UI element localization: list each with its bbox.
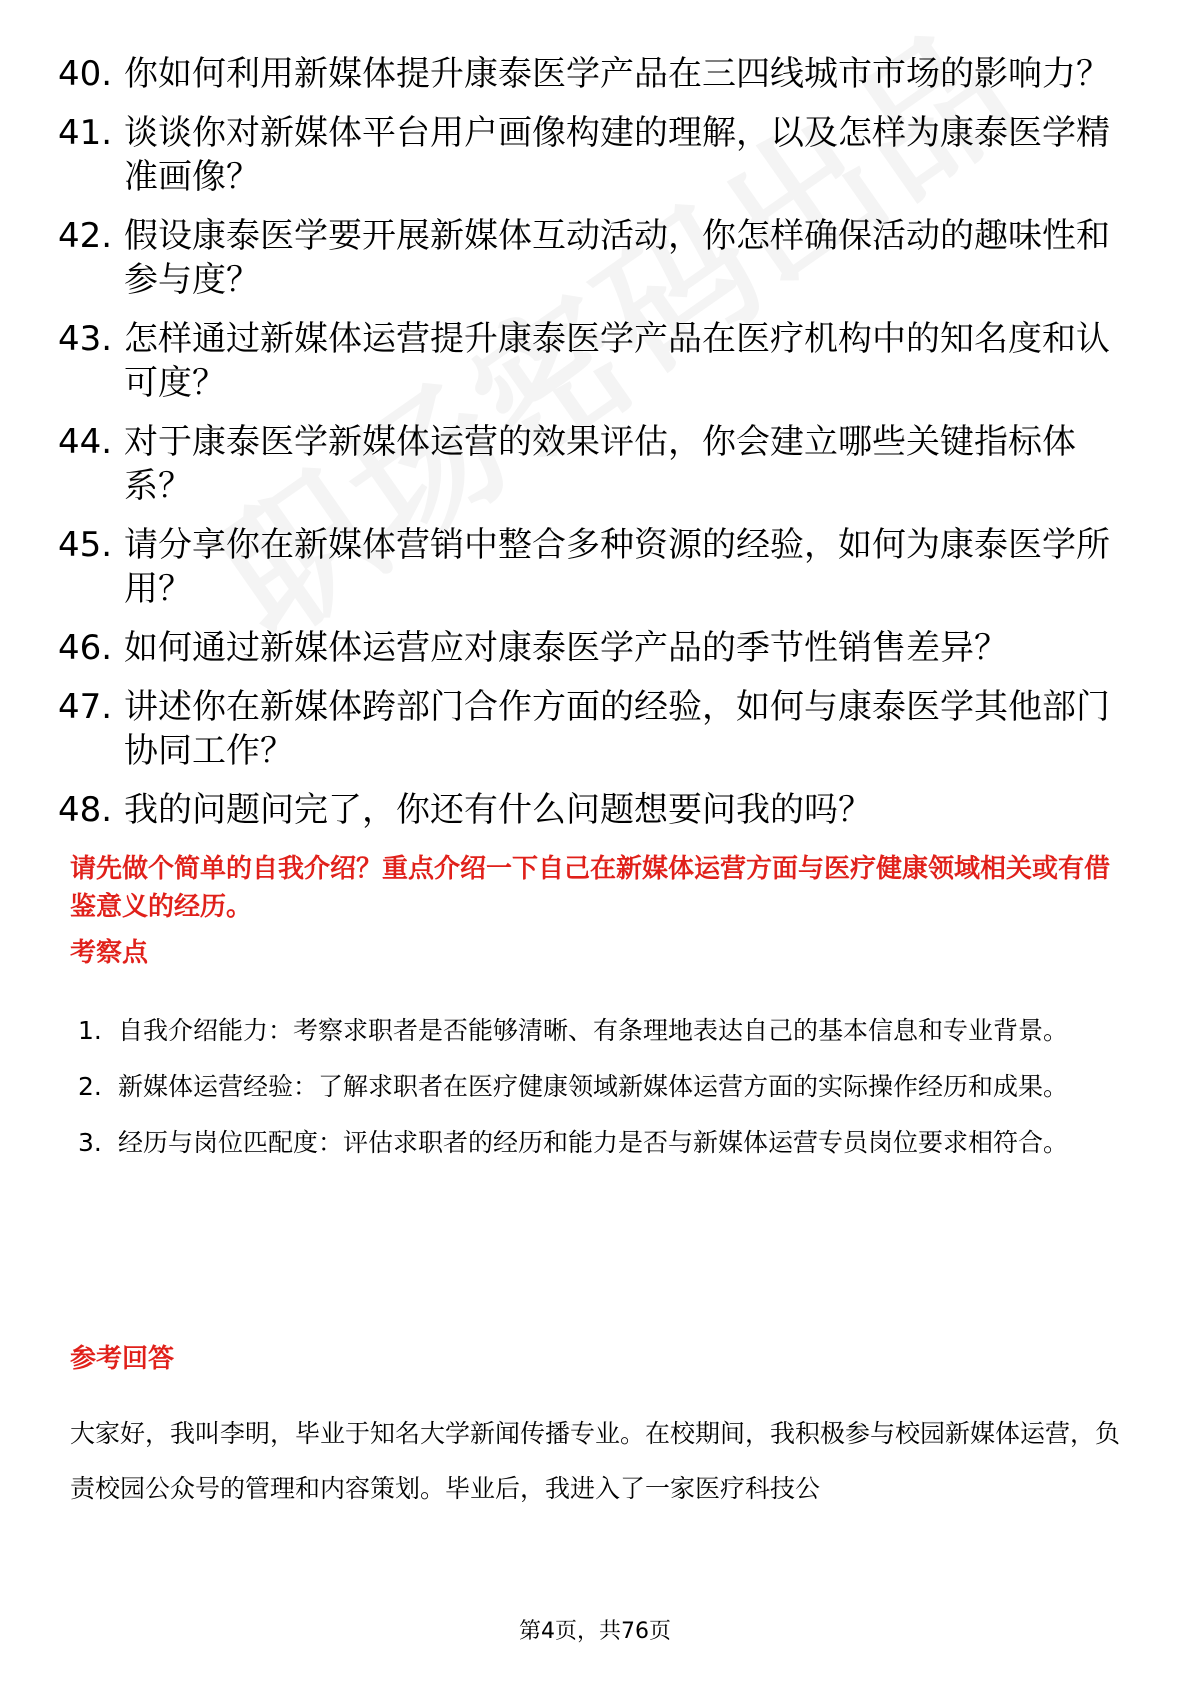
question-number: 47. xyxy=(58,687,113,727)
question-item xyxy=(58,52,1133,96)
assessment-text: 自我介绍能力：考察求职者是否能够清晰、有条理地表达自己的基本信息和专业背景。 xyxy=(118,1016,1069,1045)
assessment-item xyxy=(78,1005,1133,1057)
highlight-question: 请先做个简单的自我介绍？重点介绍一下自己在新媒体运营方面与医疗健康领域相关或有借鉴意义的经历。 xyxy=(70,854,1111,922)
question-number: 43. xyxy=(58,319,113,359)
question-number: 41. xyxy=(58,113,113,153)
assessment-text: 经历与岗位匹配度：评估求职者的经历和能力是否与新媒体运营专员岗位要求相符合。 xyxy=(118,1128,1069,1157)
question-item xyxy=(58,317,1133,405)
reference-answer: 大家好，我叫李明，毕业于知名大学新闻传播专业。在校期间，我积极参与校园新媒体运营，负责校园公众号的管理和内容策划。毕业后，我进入了一家医疗科技公 xyxy=(70,1419,1121,1503)
assessment-heading: 考察点 xyxy=(70,938,149,968)
question-text: 假设康泰医学要开展新媒体互动活动，你怎样确保活动的趣味性和参与度？ xyxy=(124,216,1110,300)
assessment-number: 1. xyxy=(78,1016,102,1045)
question-item xyxy=(58,420,1133,508)
question-item xyxy=(58,214,1133,302)
page-number: 第4页，共76页 xyxy=(519,1619,671,1644)
question-text: 如何通过新媒体运营应对康泰医学产品的季节性销售差异？ xyxy=(124,628,1008,668)
question-text: 讲述你在新媒体跨部门合作方面的经验，如何与康泰医学其他部门协同工作？ xyxy=(124,687,1110,771)
question-text: 谈谈你对新媒体平台用户画像构建的理解，以及怎样为康泰医学精准画像？ xyxy=(124,113,1110,197)
question-text: 怎样通过新媒体运营提升康泰医学产品在医疗机构中的知名度和认可度？ xyxy=(124,319,1110,403)
question-text: 请分享你在新媒体营销中整合多种资源的经验，如何为康泰医学所用？ xyxy=(124,525,1110,609)
question-number: 42. xyxy=(58,216,113,256)
question-number: 48. xyxy=(58,790,113,830)
question-item xyxy=(58,788,1133,832)
assessment-number: 3. xyxy=(78,1128,102,1157)
question-item xyxy=(58,111,1133,199)
question-number: 45. xyxy=(58,525,113,565)
reference-heading: 参考回答 xyxy=(70,1344,175,1374)
question-text: 我的问题问完了，你还有什么问题想要问我的吗？ xyxy=(124,790,872,830)
assessment-item xyxy=(78,1117,1133,1169)
question-item xyxy=(58,685,1133,773)
question-text: 对于康泰医学新媒体运营的效果评估，你会建立哪些关键指标体系？ xyxy=(124,422,1076,506)
assessment-item xyxy=(78,1061,1133,1113)
question-number: 40. xyxy=(58,54,113,94)
question-item xyxy=(58,626,1133,670)
assessment-number: 2. xyxy=(78,1072,102,1101)
assessment-text: 新媒体运营经验：了解求职者在医疗健康领域新媒体运营方面的实际操作经历和成果。 xyxy=(118,1072,1069,1101)
question-text: 你如何利用新媒体提升康泰医学产品在三四线城市市场的影响力？ xyxy=(124,54,1110,94)
question-list xyxy=(58,52,1133,847)
assessment-list xyxy=(78,1005,1133,1173)
question-number: 46. xyxy=(58,628,113,668)
question-item xyxy=(58,523,1133,611)
question-number: 44. xyxy=(58,422,113,462)
